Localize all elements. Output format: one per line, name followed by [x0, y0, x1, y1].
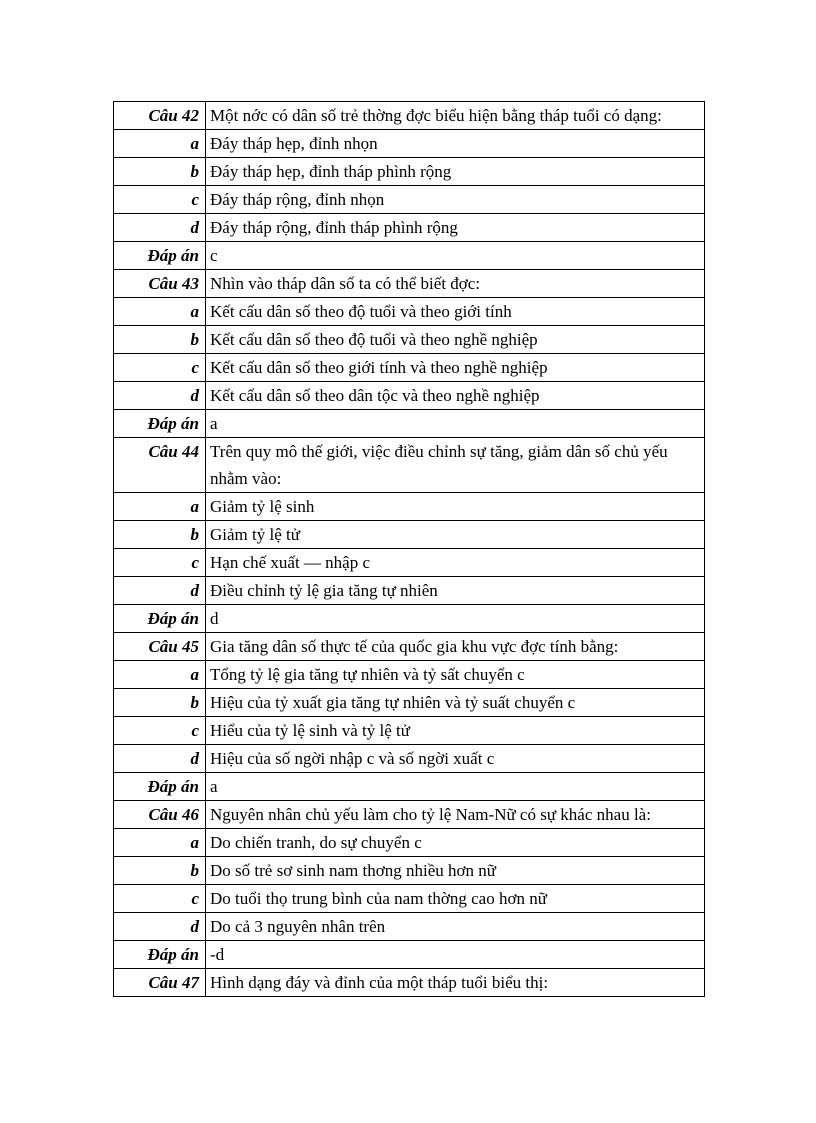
option-text: Đáy tháp hẹp, đỉnh tháp phình rộng — [206, 158, 705, 186]
option-row — [114, 745, 705, 773]
option-label: d — [114, 214, 206, 242]
option-row — [114, 549, 705, 577]
answer-text: -d — [206, 941, 705, 969]
option-text: Đáy tháp hẹp, đỉnh nhọn — [206, 130, 705, 158]
option-row — [114, 829, 705, 857]
option-text: Giảm tỷ lệ tử — [206, 521, 705, 549]
option-row — [114, 326, 705, 354]
option-label: a — [114, 298, 206, 326]
question-row — [114, 102, 705, 130]
answer-row — [114, 605, 705, 633]
option-label: c — [114, 186, 206, 214]
option-text: Đáy tháp rộng, đỉnh nhọn — [206, 186, 705, 214]
option-text: Hiệu của tỷ xuất gia tăng tự nhiên và tỷ suất chuyển c — [206, 689, 705, 717]
quiz-table-body — [114, 102, 705, 997]
question-text: Nhìn vào tháp dân số ta có thể biết đợc: — [206, 270, 705, 298]
quiz-table — [113, 101, 705, 997]
question-label: Câu 44 — [114, 438, 206, 493]
option-label: b — [114, 857, 206, 885]
answer-label: Đáp án — [114, 410, 206, 438]
option-text: Do tuổi thọ trung bình của nam thờng cao hơn nữ — [206, 885, 705, 913]
option-row — [114, 130, 705, 158]
option-text: Do cả 3 nguyên nhân trên — [206, 913, 705, 941]
option-row — [114, 661, 705, 689]
option-text: Giảm tỷ lệ sinh — [206, 493, 705, 521]
question-row — [114, 801, 705, 829]
option-text: Do số trẻ sơ sinh nam thơng nhiều hơn nữ — [206, 857, 705, 885]
option-text: Hiểu của tỷ lệ sinh và tỷ lệ tử — [206, 717, 705, 745]
question-label: Câu 46 — [114, 801, 206, 829]
answer-text: d — [206, 605, 705, 633]
question-label: Câu 45 — [114, 633, 206, 661]
answer-text: c — [206, 242, 705, 270]
option-label: d — [114, 577, 206, 605]
option-row — [114, 158, 705, 186]
answer-label: Đáp án — [114, 773, 206, 801]
answer-label: Đáp án — [114, 605, 206, 633]
option-row — [114, 493, 705, 521]
option-label: d — [114, 745, 206, 773]
option-text: Tổng tỷ lệ gia tăng tự nhiên và tỷ sất chuyển c — [206, 661, 705, 689]
option-label: b — [114, 158, 206, 186]
option-row — [114, 521, 705, 549]
option-text: Kết cấu dân số theo giới tính và theo nghề nghiệp — [206, 354, 705, 382]
option-row — [114, 354, 705, 382]
question-text: Gia tăng dân số thực tế của quốc gia khu vực đợc tính bằng: — [206, 633, 705, 661]
question-row — [114, 969, 705, 997]
option-row — [114, 689, 705, 717]
option-label: c — [114, 885, 206, 913]
option-label: c — [114, 717, 206, 745]
option-text: Hiệu của số ngời nhập c và số ngời xuất c — [206, 745, 705, 773]
option-row — [114, 885, 705, 913]
option-label: a — [114, 493, 206, 521]
answer-row — [114, 773, 705, 801]
question-label: Câu 42 — [114, 102, 206, 130]
answer-label: Đáp án — [114, 242, 206, 270]
option-label: b — [114, 326, 206, 354]
document-page — [113, 101, 704, 997]
option-label: a — [114, 661, 206, 689]
question-label: Câu 43 — [114, 270, 206, 298]
option-row — [114, 214, 705, 242]
option-row — [114, 186, 705, 214]
option-text: Kết cấu dân số theo độ tuổi và theo giới tính — [206, 298, 705, 326]
question-row — [114, 438, 705, 493]
option-label: d — [114, 382, 206, 410]
option-label: b — [114, 521, 206, 549]
option-text: Hạn chế xuất — nhập c — [206, 549, 705, 577]
option-label: c — [114, 354, 206, 382]
question-row — [114, 633, 705, 661]
answer-text: a — [206, 410, 705, 438]
question-label: Câu 47 — [114, 969, 206, 997]
option-row — [114, 913, 705, 941]
question-text: Nguyên nhân chủ yếu làm cho tỷ lệ Nam-Nữ có sự khác nhau là: — [206, 801, 705, 829]
option-row — [114, 857, 705, 885]
option-row — [114, 717, 705, 745]
answer-label: Đáp án — [114, 941, 206, 969]
answer-row — [114, 410, 705, 438]
question-text: Một nớc có dân số trẻ thờng đợc biểu hiện bằng tháp tuổi có dạng: — [206, 102, 705, 130]
option-row — [114, 382, 705, 410]
answer-row — [114, 941, 705, 969]
option-label: a — [114, 829, 206, 857]
answer-text: a — [206, 773, 705, 801]
answer-row — [114, 242, 705, 270]
option-label: a — [114, 130, 206, 158]
option-row — [114, 577, 705, 605]
option-text: Kết cấu dân số theo độ tuổi và theo nghề nghiệp — [206, 326, 705, 354]
option-text: Đáy tháp rộng, đỉnh tháp phình rộng — [206, 214, 705, 242]
option-text: Kết cấu dân số theo dân tộc và theo nghề nghiệp — [206, 382, 705, 410]
option-label: c — [114, 549, 206, 577]
option-row — [114, 298, 705, 326]
question-text: Hình dạng đáy và đỉnh của một tháp tuổi biểu thị: — [206, 969, 705, 997]
option-text: Điều chỉnh tỷ lệ gia tăng tự nhiên — [206, 577, 705, 605]
question-row — [114, 270, 705, 298]
option-text: Do chiến tranh, do sự chuyển c — [206, 829, 705, 857]
option-label: d — [114, 913, 206, 941]
option-label: b — [114, 689, 206, 717]
question-text: Trên quy mô thế giới, việc điều chỉnh sự tăng, giảm dân số chủ yếu nhằm vào: — [206, 438, 705, 493]
